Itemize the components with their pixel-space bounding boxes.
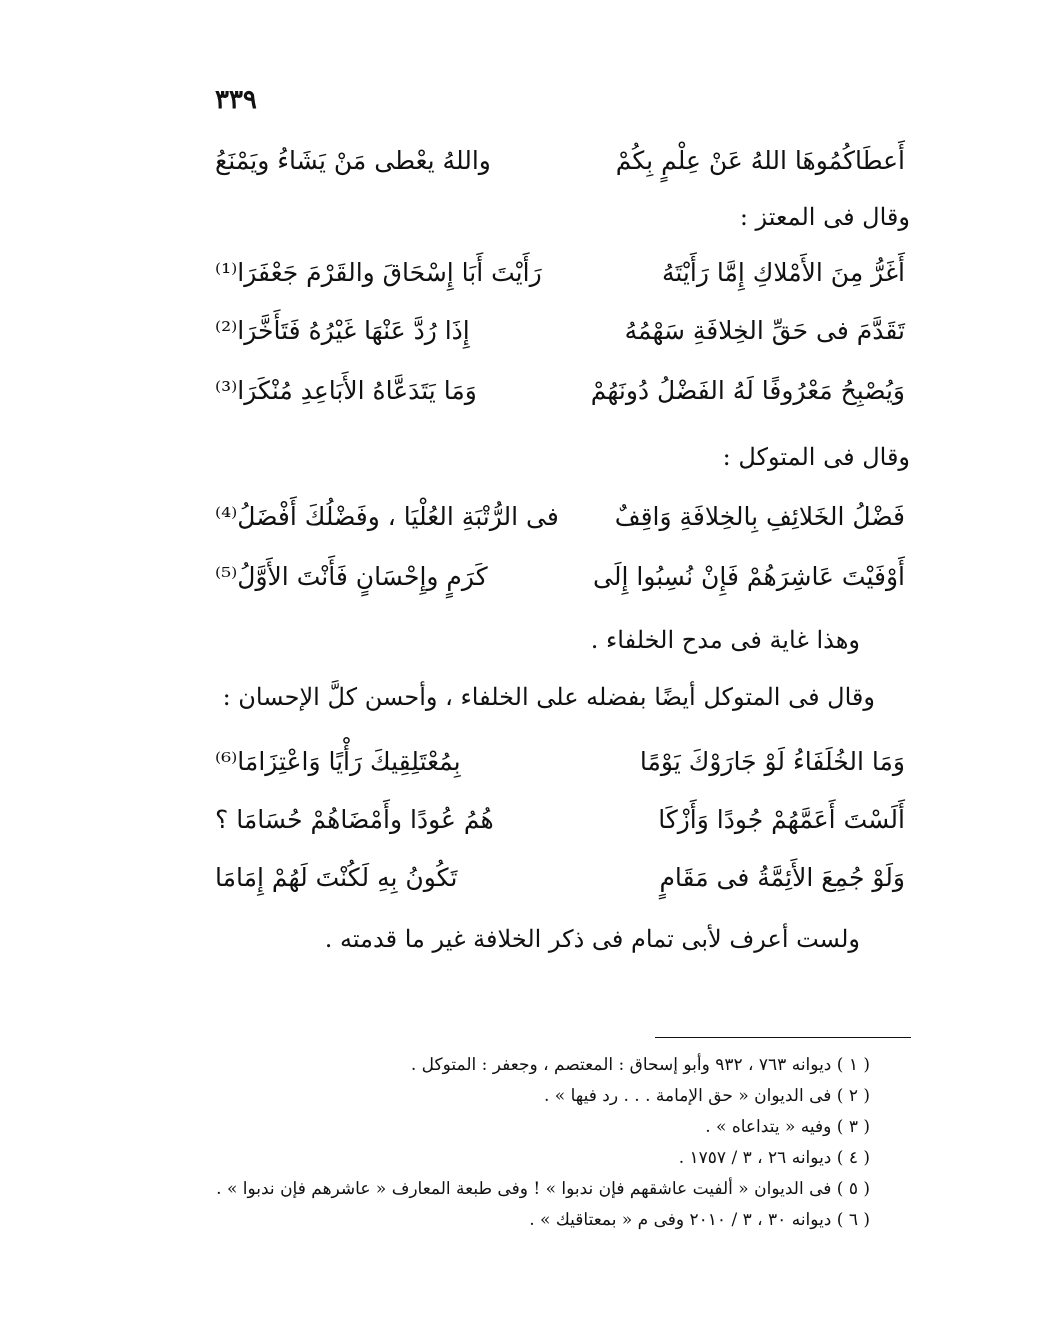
hemistich-left: فى الرُّتْبَةِ العُلْيَا ، وفَضْلُكَ أَفْضَلُ⁽⁴⁾ — [215, 501, 559, 531]
verse-mutazz-2 — [215, 302, 905, 358]
verse-caliphs-3 — [215, 849, 905, 905]
hemistich-left: كَرَمٍ وإِحْسَانٍ فَأَنْتَ الأَوَّلُ⁽⁵⁾ — [215, 561, 488, 591]
intro-mutawakkil: وقال فى المتوكل : — [722, 443, 910, 471]
footnote-5: ( ٥ ) فى الديوان « ألفيت عاشقهم فإن ندبوا » ! وفى طبعة المعارف « عاشرهم فإن ندبوا » . — [216, 1179, 870, 1199]
verse-mutawakkil-1 — [215, 488, 905, 544]
praise-note: وهذا غاية فى مدح الخلفاء . — [590, 626, 860, 654]
page-number: ٣٣٩ — [215, 85, 257, 115]
hemistich-left: تَكُونُ بِهِ لَكُنْتَ لَهُمْ إِمَامَا — [215, 862, 458, 892]
verse-mutawakkil-2 — [215, 548, 905, 604]
footnotes — [216, 1050, 870, 1236]
verse-mutazz-3 — [215, 362, 905, 418]
footnote-4: ( ٤ ) ديوانه ٢٦ ، ٣ / ١٧٥٧ . — [678, 1148, 870, 1168]
hemistich-left: وَمَا يَتَدَعَّاهُ الأَبَاعِدِ مُنْكَرَا⁽³⁾ — [215, 375, 477, 405]
hemistich-right: وَمَا الخُلَفَاءُ لَوْ جَارَوْكَ يَوْمًا — [639, 746, 905, 776]
hemistich-left: رَأَيْتَ أَبَا إِسْحَاقَ والقَرْمَ جَعْفَرَا⁽¹⁾ — [215, 257, 542, 287]
hemistich-left: هُمُ عُودًا وأَمْضَاهُمْ حُسَامَا ؟ — [215, 804, 494, 834]
footnote-rule — [655, 1037, 911, 1038]
hemistich-left: إِذَا رُدَّ عَنْهَا غَيْرُهُ فَتَأَخَّرَا⁽²⁾ — [215, 315, 470, 345]
footnote-6: ( ٦ ) ديوانه ٣٠ ، ٣ / ٢٠١٠ وفى م « بمعتاقيك » . — [529, 1210, 870, 1230]
footnote-2: ( ٢ ) فى الديوان « حق الإمامة . . . رد فيها » . — [544, 1086, 870, 1106]
footnote-1: ( ١ ) ديوانه ٧٦٣ ، ٩٣٢ وأبو إسحاق : المعتصم ، وجعفر : المتوكل . — [410, 1055, 870, 1075]
verse-top — [215, 132, 905, 188]
hemistich-right: فَضْلُ الخَلائِفِ بِالخِلافَةِ وَاقِفٌ — [614, 501, 905, 531]
hemistich-right: أَلَسْتَ أَعَمَّهُمْ جُودًا وَأَزْكَا — [658, 804, 905, 834]
verse-caliphs-1 — [215, 733, 905, 789]
hemistich-right: تَقَدَّمَ فى حَقِّ الخِلافَةِ سَهْمُهُ — [624, 315, 905, 345]
hemistich-right: أَوْفَيْتَ عَاشِرَهُمْ فَإِنْ نُسِبُوا إِلَى — [593, 561, 905, 591]
hemistich-right: أَعطَاكُمُوهَا اللهُ عَنْ عِلْمٍ بِكُمْ — [615, 145, 905, 175]
intro-mutazz: وقال فى المعتز : — [739, 203, 910, 231]
verse-caliphs-2 — [215, 791, 905, 847]
hemistich-right: وَلَوْ جُمِعَ الأَئِمَّةُ فى مَقَامٍ — [659, 862, 905, 892]
hemistich-right: وَيُصْبِحُ مَعْرُوفًا لَهُ الفَضْلُ دُونَهُمْ — [590, 375, 905, 405]
intro-mutawakkil-again: وقال فى المتوكل أيضًا بفضله على الخلفاء ، وأحسن كلَّ الإحسان : — [222, 683, 875, 711]
hemistich-left: بِمُعْتَلِقِيكَ رَأْيًا وَاعْتِزَامَا⁽⁶⁾ — [215, 746, 461, 776]
hemistich-right: أَغَرُّ مِنَ الأَمْلاكِ إِمَّا رَأَيْتَهُ — [661, 257, 905, 287]
footnote-3: ( ٣ ) وفيه « يتداعاه » . — [705, 1117, 870, 1137]
closing-remark: ولست أعرف لأبى تمام فى ذكر الخلافة غير ما قدمته . — [324, 925, 860, 953]
verse-mutazz-1 — [215, 244, 905, 300]
hemistich-left: واللهُ يعْطى مَنْ يَشَاءُ ويَمْنَعُ — [215, 145, 491, 175]
